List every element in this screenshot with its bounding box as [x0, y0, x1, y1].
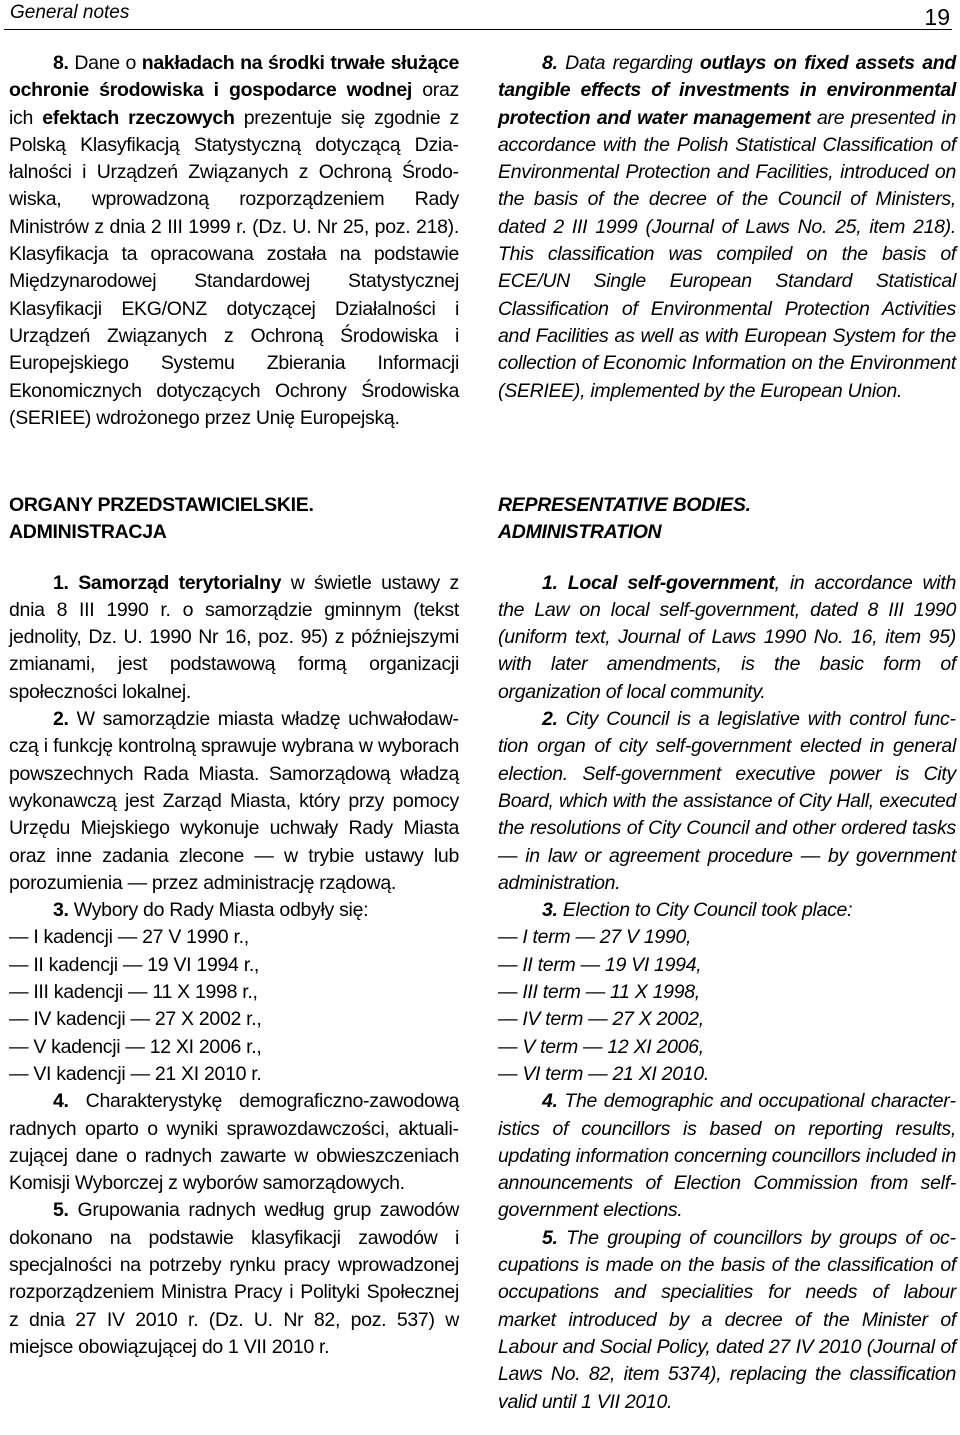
- text: Dane o: [68, 52, 142, 74]
- text: , in accordance with the Law on local self-government, dated 8 III 1990 (uniform text, Journal of Laws 1990 No. 16, item 95) with later amendments, is the basic form of organization of local community.: [498, 571, 956, 703]
- pl-section-representative-bodies: [9, 492, 459, 1361]
- list-item: — III kadencji — 11 X 1998 r.,: [9, 981, 258, 1004]
- text: W samorządzie miasta władzę uchwałodawczą i funkcję kontrolną sprawuje wybrana w wyborach powszechnych Rada Miasta. Samorządową władzą wykonawczą jest Zarząd Miasta, który przy pomocy Urzędu Miejskiego wykonuje uchwały Rady Miasta oraz inne zadania zlecone — w trybie ustawy lub porozumienia — przez administrację rządową.: [9, 708, 459, 894]
- paragraph: [9, 570, 459, 706]
- bold-text: outlays on fixed assets and tangible effects of investments in environmental protection and water management: [498, 52, 956, 129]
- paragraph: [498, 706, 956, 897]
- list-item: — V term — 12 XI 2006,: [498, 1035, 704, 1058]
- en-note-8: [498, 50, 956, 405]
- text: Grupowania radnych według grup zawodów dokonano na podstawie klasyfikacji zawodów i specjalności na potrzeby rynku pracy wprowadzonej rozporządzeniem Ministra Pracy i Polityki Społecznej z dnia 27 IV 2010 r. (Dz. U. Nr 82, poz. 537) w miejsce obowiązującej do 1 VII 2010 r.: [9, 1199, 459, 1358]
- item-number: 4.: [542, 1090, 558, 1113]
- item-number: 2.: [542, 708, 558, 731]
- item-number: 4.: [53, 1090, 69, 1113]
- text: City Council is a legislative with control function organ of city self-government elected in general election. Self-government executive power is City Board, which with the assistance of City Hall, executed the resolutions of City Council and other ordered tasks — in law or agreement procedure — by government administration.: [498, 708, 956, 894]
- page-number: 19: [924, 4, 950, 30]
- text: are presented in accordance with the Polish Statistical Classification of Environmental Protection and Facilities, introduced on the basis of the decree of the Council of Ministers, dated 2 III 1999 (Journal of Laws No. 25, item 218). This classification was compiled on the basis of ECE/UN Single European Standard Statistical Classification of Environmental Protection Activities and Facilities as well as with European System for the collection of Economic Information on the Environment (SERIEE), implemented by the European Union.: [498, 106, 956, 402]
- section-heading: REPRESENTATIVE BODIES.: [498, 494, 751, 516]
- text: The demographic and occupational characteristics of councillors is based on reporting results, updating information concerning councillors included in announcements of Election Commission from self-government elections.: [498, 1090, 956, 1222]
- bold-text: Samorząd terytorialny: [68, 571, 282, 594]
- text: w świetle ustawy z dnia 8 III 1990 r. o samorządzie gminnym (tekst jednolity, Dz. U. 1990 Nr 16, poz. 95) z późniejszymi zmianami, jest podstawową formą organizacji społeczności lokalnej.: [9, 571, 459, 703]
- paragraph: [498, 897, 956, 924]
- paragraph: [9, 1197, 459, 1361]
- section-heading: ADMINISTRACJA: [9, 521, 167, 544]
- list-item: — V kadencji — 12 XI 2006 r.,: [9, 1035, 262, 1058]
- list-item: — VI term — 21 XI 2010.: [498, 1062, 709, 1085]
- text: Charakterystykę demograficzno-zawodową radnych oparto o wyniki sprawozdawczości, aktualizującej dane o radnych zawarte w obwieszczeniach Komisji Wyborczej z wyborów samorządowych.: [9, 1090, 459, 1195]
- page-header: [4, 0, 952, 30]
- paragraph: [498, 1088, 956, 1224]
- text: oraz ich: [9, 79, 459, 129]
- paragraph: [9, 1088, 459, 1197]
- list-item: — II term — 19 VI 1994,: [498, 953, 702, 976]
- text: Election to City Council took place:: [557, 899, 853, 922]
- list-item: — I kadencji — 27 V 1990 r.,: [9, 926, 249, 949]
- text: prezentuje się zgodnie z Polską Klasyfikacją Statystyczną dotyczącą Działalności i Urządzeń Związanych z Ochroną Środowiska, wprowadzoną rozporządzeniem Rady Ministrów z dnia 2 III 1999 r. (Dz. U. Nr 25, poz. 218). Klasyfikacja ta opracowana została na podstawie Międzynarodowej Standardowej Statystycznej Klasyfikacji EKG/ONZ dotyczącej Działalności i Urządzeń Związanych z Ochroną Środowiska i Europejskiego Systemu Zbierania Informacji Ekonomicznych dotyczących Ochrony Środowiska (SERIEE) wdrożonego przez Unię Europejską.: [9, 106, 459, 429]
- list-item: — IV term — 27 X 2002,: [498, 1008, 704, 1031]
- pl-note-8: [9, 50, 459, 432]
- paragraph: [498, 570, 956, 706]
- bold-text: Local self-government: [557, 571, 775, 594]
- paragraph: [9, 897, 459, 924]
- section-heading: ORGANY PRZEDSTAWICIELSKIE.: [9, 494, 314, 516]
- list-item: — VI kadencji — 21 XI 2010 r.: [9, 1062, 262, 1085]
- paragraph: [498, 50, 956, 405]
- list-item: — III term — 11 X 1998,: [498, 981, 700, 1004]
- text: Data regarding: [557, 52, 700, 74]
- item-number: 2.: [53, 708, 69, 731]
- text: Wybory do Rady Miasta odbyły się:: [68, 899, 369, 922]
- text: The grouping of councillors by groups of occupations is made on the basis of the classification of occupations and specialities for needs of labour market introduced by a decree of the Minister of Labour and Social Policy, dated 27 IV 2010 (Journal of Laws No. 82, item 5374), replacing the classification valid until 1 VII 2010.: [498, 1226, 956, 1413]
- list-item: — II kadencji — 19 VI 1994 r.,: [9, 953, 260, 976]
- item-number: 5.: [542, 1226, 558, 1249]
- running-head: General notes: [10, 2, 130, 23]
- bold-text: nakładach na środki trwałe służące ochronie środowiska i gospodarce wodnej: [9, 52, 459, 102]
- paragraph: [9, 706, 459, 897]
- list-item: — I term — 27 V 1990,: [498, 926, 692, 949]
- paragraph: [9, 50, 459, 432]
- item-number: 8.: [53, 52, 69, 74]
- item-number: 1.: [542, 571, 558, 594]
- paragraph: [498, 1225, 956, 1416]
- en-section-representative-bodies: [498, 492, 956, 1416]
- item-number: 5.: [53, 1199, 69, 1222]
- item-number: 3.: [53, 899, 69, 922]
- section-heading: ADMINISTRATION: [498, 521, 662, 544]
- item-number: 1.: [53, 571, 69, 594]
- bold-text: efektach rzeczowych: [42, 106, 235, 129]
- item-number: 3.: [542, 899, 558, 922]
- list-item: — IV kadencji — 27 X 2002 r.,: [9, 1008, 262, 1031]
- item-number: 8.: [542, 52, 558, 74]
